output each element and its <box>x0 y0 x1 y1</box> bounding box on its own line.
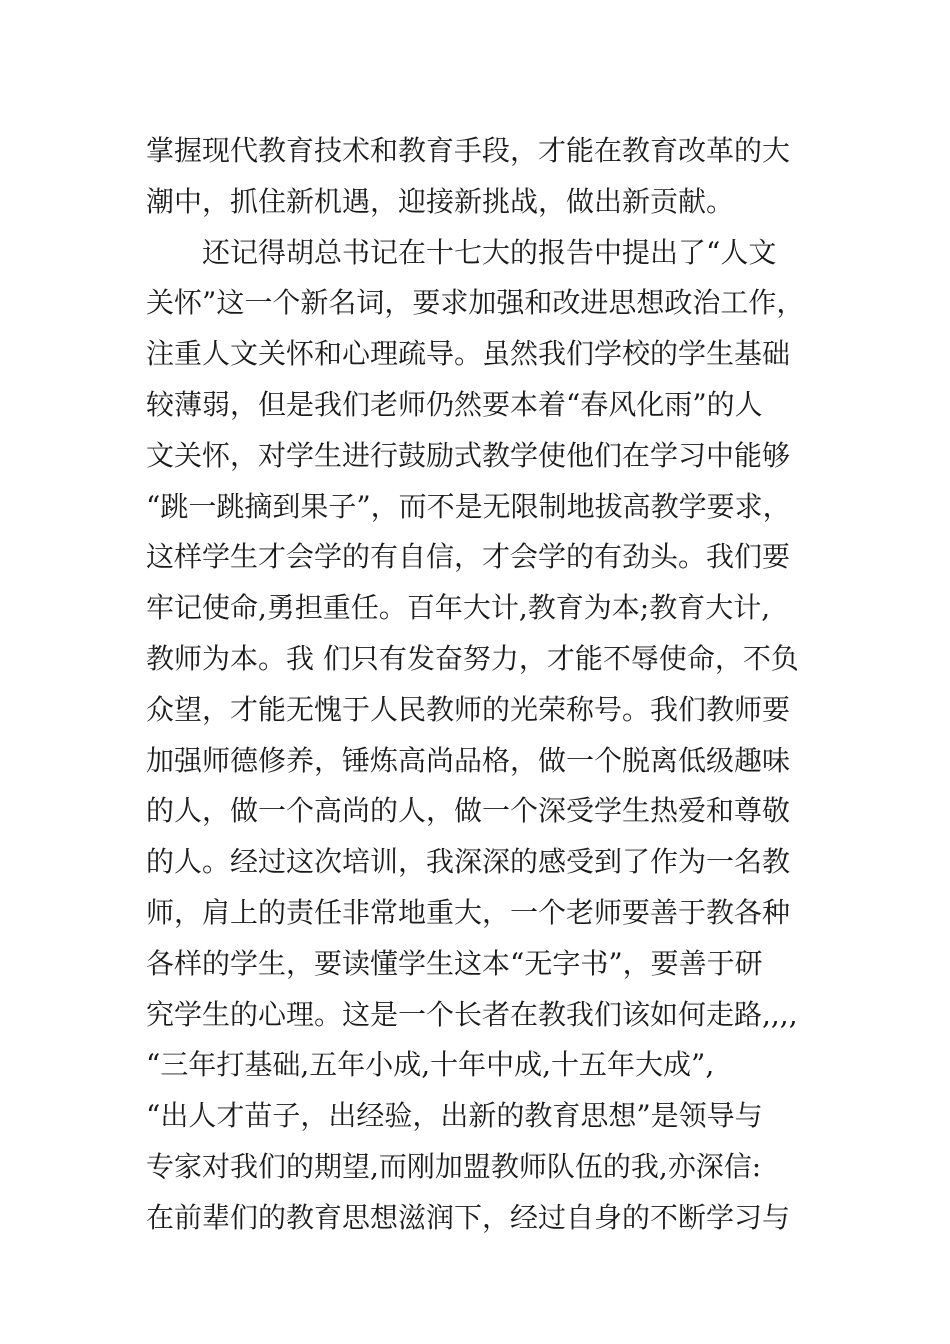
text-line: 众望，才能无愧于人民教师的光荣称号。我们教师要 <box>146 692 791 726</box>
text-line: 师，肩上的责任非常地重大，一个老师要善于教各种 <box>146 895 791 929</box>
text-line: 在前辈们的教育思想滋润下，经过自身的不断学习与 <box>146 1200 791 1234</box>
text-line: 较薄弱，但是我们老师仍然要本着“春风化雨”的人 <box>146 387 763 421</box>
text-line: 掌握现代教育技术和教育手段，才能在教育改革的大 <box>146 134 791 167</box>
text-line: 文关怀，对学生进行鼓励式教学使他们在学习中能够 <box>146 438 791 472</box>
text-line: “出人才苗子，出经验，出新的教育思想”是领导与 <box>146 1099 763 1133</box>
text-line: “跳一跳摘到果子”，而不是无限制地拔高教学要求， <box>146 489 791 523</box>
text-line: 教师为本。我 们只有发奋努力，才能不辱使命，不负 <box>146 641 799 675</box>
text-line: 关怀”这一个新名词，要求加强和改进思想政治工作， <box>146 286 805 320</box>
text-line: 潮中，抓住新机遇，迎接新挑战，做出新贡献。 <box>146 184 735 218</box>
paragraph-start-line: 还记得胡总书记在十七大的报告中提出了“人文 <box>202 235 777 269</box>
text-line: 各样的学生，要读懂学生这本“无字书”，要善于研 <box>146 946 763 980</box>
body-text <box>146 126 826 1244</box>
text-line: 专家对我们的期望,而刚加盟教师队伍的我,亦深信: <box>146 1149 762 1183</box>
text-line: 牢记使命,勇担重任。百年大计,教育为本;教育大计, <box>146 591 771 625</box>
text-line: 加强师德修养，锤炼高尚品格，做一个脱离低级趣味 <box>146 743 791 777</box>
text-line: 这样学生才会学的有自信，才会学的有劲头。我们要 <box>146 540 791 574</box>
text-line: 究学生的心理。这是一个长者在教我们该如何走路,,,, <box>146 997 798 1031</box>
text-line: “三年打基础,五年小成,十年中成,十五年大成”, <box>146 1048 715 1082</box>
text-line: 的人。经过这次培训，我深深的感受到了作为一名教 <box>146 845 791 879</box>
text-line: 的人，做一个高尚的人，做一个深受学生热爱和尊敬 <box>146 794 791 828</box>
text-line: 注重人文关怀和心理疏导。虽然我们学校的学生基础 <box>146 337 791 371</box>
